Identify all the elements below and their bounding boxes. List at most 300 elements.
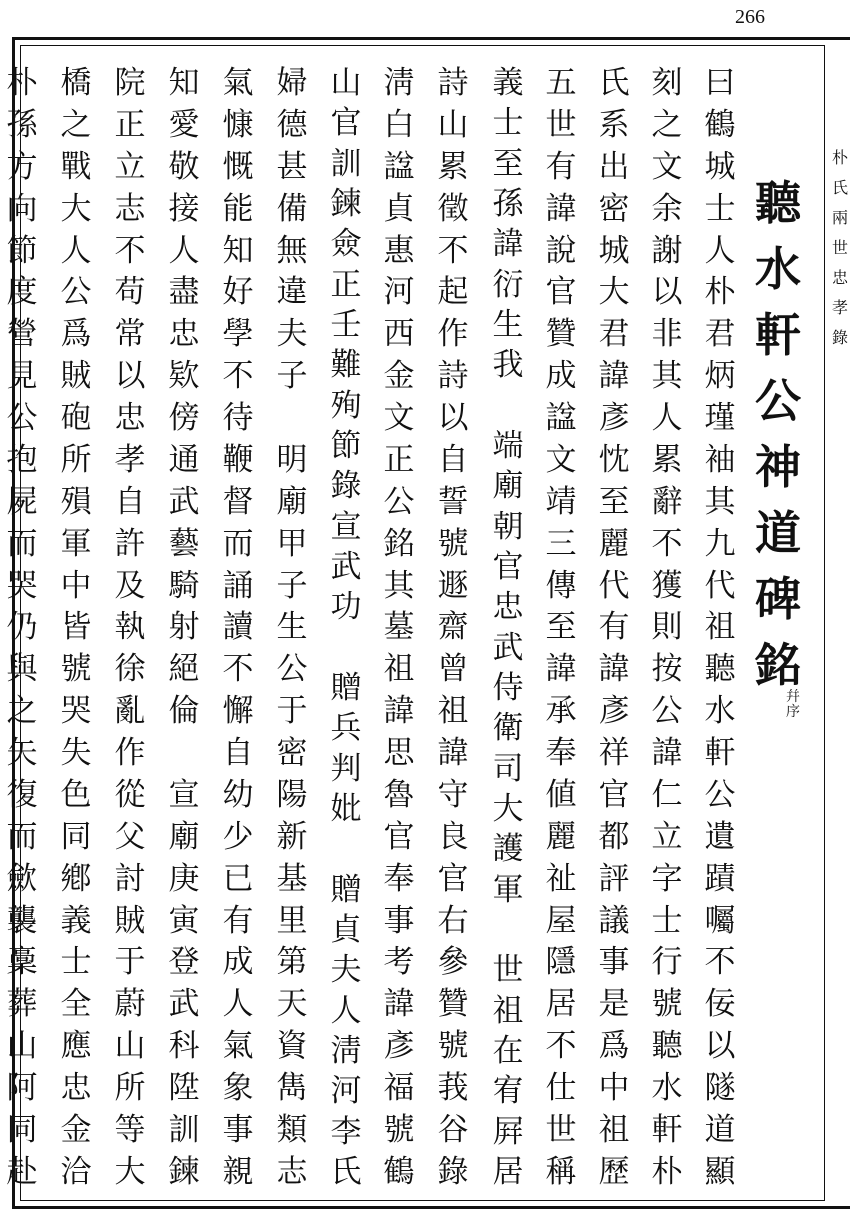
text-char: 刻: [651, 65, 683, 101]
text-char: 志: [114, 190, 146, 227]
text-char: 氏: [330, 1153, 362, 1190]
text-char: 生: [276, 609, 308, 646]
text-column: [322, 65, 370, 1190]
text-char: 彥: [383, 1028, 415, 1065]
text-column: [484, 65, 532, 1190]
text-char: 墓: [383, 609, 415, 646]
text-char: 判: [330, 750, 362, 787]
text-char: 銘: [383, 525, 415, 562]
text-char: 壬: [330, 306, 362, 343]
text-char: 幼: [222, 776, 254, 813]
text-char: 學: [222, 316, 254, 353]
text-char: 朴: [704, 274, 736, 311]
text-char: 世: [492, 952, 524, 989]
text-char: 囑: [704, 902, 736, 939]
text-char: 自: [437, 441, 469, 478]
text-char: 執: [114, 609, 146, 646]
text-char: 宥: [492, 1073, 524, 1110]
text-char: 密: [276, 735, 308, 771]
text-char: 以: [114, 358, 146, 395]
text-char: 屋: [545, 902, 577, 939]
text-char: 人: [330, 992, 362, 1029]
text-column: [429, 65, 477, 1190]
text-char: 武: [330, 548, 362, 585]
text-char: 藝: [168, 525, 200, 562]
side-strip-char: 朴: [831, 148, 848, 167]
text-char: 基: [276, 860, 308, 897]
text-char: 兵: [330, 710, 362, 747]
text-char: 城: [598, 232, 630, 269]
text-char: 懈: [222, 693, 254, 730]
text-char: 字: [651, 860, 683, 897]
text-char: 鍊: [330, 185, 362, 222]
text-char: 聽: [651, 1028, 683, 1065]
side-strip-char: 氏: [831, 178, 848, 197]
text-char: 而: [222, 525, 254, 562]
text-char: 山: [437, 106, 469, 143]
text-char: 忱: [598, 441, 630, 478]
text-char: 公: [276, 651, 308, 688]
text-char: 淸: [330, 1032, 362, 1069]
text-char: 諱: [545, 651, 577, 688]
text-char: 武: [168, 483, 200, 520]
text-char: 功: [330, 589, 362, 626]
text-char: 端: [492, 427, 524, 464]
text-char: 院: [114, 65, 146, 101]
text-char: 自: [114, 483, 146, 520]
text-char: 詩: [437, 358, 469, 395]
text-char: 遺: [704, 818, 736, 855]
text-char: 賊: [114, 902, 146, 939]
text-char: 思: [383, 735, 415, 771]
text-char: 事: [383, 902, 415, 939]
text-char: 不: [437, 232, 469, 269]
text-char: 麗: [598, 525, 630, 562]
text-char: 水: [651, 1070, 683, 1106]
text-char: 朴: [651, 1153, 683, 1190]
text-char: 子: [276, 358, 308, 395]
text-char: 行: [651, 944, 683, 981]
text-column: [590, 65, 638, 1190]
text-char: 里: [276, 902, 308, 939]
side-strip-char: 世: [831, 238, 848, 257]
text-char: 節: [330, 427, 362, 464]
text-char: 有: [222, 902, 254, 939]
text-char: 知: [168, 65, 200, 101]
title-char: 神: [755, 440, 801, 494]
text-char: 于: [276, 693, 308, 730]
text-char: 而: [6, 818, 38, 855]
text-char: 人: [222, 986, 254, 1023]
text-char: 城: [704, 148, 736, 185]
text-column: [0, 65, 46, 1190]
text-char: 聽: [704, 651, 736, 688]
text-char: 作: [437, 316, 469, 353]
text-char: 歷: [598, 1153, 630, 1190]
text-char: 葬: [6, 986, 38, 1023]
text-char: 督: [222, 483, 254, 520]
text-char: 錄: [330, 468, 362, 505]
text-char: 廟: [276, 483, 308, 520]
text-char: 文: [545, 441, 577, 478]
text-char: 官: [383, 818, 415, 855]
text-char: 官: [598, 776, 630, 813]
text-char: 至: [598, 483, 630, 520]
text-char: 非: [651, 316, 683, 353]
side-strip-char: 兩: [831, 208, 848, 227]
text-char: 傳: [545, 567, 577, 604]
text-char: 鶴: [704, 106, 736, 143]
text-char: 雋: [276, 1070, 308, 1106]
text-char: 正: [330, 266, 362, 303]
text-char: 武: [492, 629, 524, 666]
text-char: 庚: [168, 860, 200, 897]
text-column: [52, 65, 100, 1190]
text-char: 惠: [383, 232, 415, 269]
text-char: 谷: [437, 1111, 469, 1148]
text-char: 祖: [704, 609, 736, 646]
text-char: 金: [60, 1111, 92, 1148]
text-char: 孫: [6, 106, 38, 143]
text-char: 大: [114, 1153, 146, 1190]
text-char: 孝: [114, 441, 146, 478]
text-char: 陽: [276, 776, 308, 813]
text-char: 欵: [168, 358, 200, 395]
text-char: 少: [222, 818, 254, 855]
text-char: 祖: [383, 651, 415, 688]
text-char: 等: [114, 1111, 146, 1148]
text-char: 登: [168, 944, 200, 981]
text-column: [214, 65, 262, 1190]
text-char: 有: [545, 148, 577, 185]
text-char: 値: [545, 776, 577, 813]
text-char: 彥: [598, 693, 630, 730]
text-char: 諡: [383, 148, 415, 185]
text-char: 贈: [330, 669, 362, 706]
text-char: 軒: [651, 1111, 683, 1148]
text-char: 事: [222, 1111, 254, 1148]
text-char: 正: [383, 441, 415, 478]
text-char: 公: [6, 400, 38, 436]
text-char: 夫: [330, 952, 362, 989]
text-char: 諱: [437, 735, 469, 771]
text-char: 許: [114, 525, 146, 562]
text-char: 奉: [383, 860, 415, 897]
text-char: 殉: [330, 387, 362, 424]
text-char: 親: [222, 1153, 254, 1190]
text-char: 水: [704, 693, 736, 730]
text-char: 待: [222, 400, 254, 436]
title-char: 銘: [755, 638, 801, 692]
text-char: 所: [60, 441, 92, 478]
text-char: 敬: [168, 148, 200, 185]
text-char: 獲: [651, 567, 683, 604]
title-note-char: 幷: [786, 689, 800, 705]
text-char: 公: [704, 776, 736, 813]
text-char: 衍: [492, 266, 524, 303]
text-char: 山: [114, 1028, 146, 1065]
text-char: 稾: [6, 944, 38, 981]
text-char: 騎: [168, 567, 200, 604]
text-char: 諱: [598, 651, 630, 688]
text-char: 人: [704, 232, 736, 269]
text-char: 作: [114, 735, 146, 771]
text-char: 訓: [168, 1111, 200, 1148]
text-char: 祥: [598, 735, 630, 771]
text-char: 徐: [114, 651, 146, 688]
text-char: 寅: [168, 902, 200, 939]
text-char: 節: [6, 232, 38, 269]
text-char: 河: [383, 274, 415, 311]
text-char: 其: [383, 567, 415, 604]
text-char: 殞: [60, 483, 92, 520]
text-char: 事: [598, 944, 630, 981]
text-char: 出: [598, 148, 630, 185]
text-char: 密: [598, 190, 630, 227]
side-strip-char: 錄: [831, 328, 848, 347]
title-char: 碑: [755, 572, 801, 626]
text-char: 士: [60, 944, 92, 981]
text-char: 爲: [60, 316, 92, 353]
text-char: 居: [545, 986, 577, 1023]
text-char: 貞: [330, 911, 362, 948]
text-char: 右: [437, 902, 469, 939]
text-char: 應: [60, 1028, 92, 1065]
text-char: 其: [704, 483, 736, 520]
text-char: 炳: [704, 358, 736, 395]
text-char: 天: [276, 986, 308, 1023]
text-char: 諱: [651, 735, 683, 771]
text-char: 我: [492, 347, 524, 384]
text-char: 不: [114, 232, 146, 269]
text-char: 大: [598, 274, 630, 311]
text-char: 復: [6, 776, 38, 813]
text-char: 官: [492, 548, 524, 585]
text-char: 則: [651, 609, 683, 646]
text-char: 鞭: [222, 441, 254, 478]
text-char: 世: [545, 1111, 577, 1148]
text-char: 宣: [330, 508, 362, 545]
text-char: 妣: [330, 790, 362, 827]
text-char: 詩: [437, 65, 469, 101]
text-char: 廟: [168, 818, 200, 855]
text-char: 立: [114, 148, 146, 185]
text-char: 同: [6, 1111, 38, 1148]
text-char: 立: [651, 818, 683, 855]
text-char: 佞: [704, 986, 736, 1023]
text-char: 道: [704, 1111, 736, 1148]
text-char: 自: [222, 735, 254, 771]
text-char: 祖: [598, 1111, 630, 1148]
text-char: 號: [60, 651, 92, 688]
text-char: 議: [598, 902, 630, 939]
text-char: 評: [598, 860, 630, 897]
text-char: 士: [492, 105, 524, 142]
text-char: 大: [60, 190, 92, 227]
text-char: 官: [330, 105, 362, 142]
text-char: 甲: [276, 525, 308, 562]
side-strip-char: 忠: [831, 268, 848, 287]
text-char: 山: [6, 1028, 38, 1065]
side-strip-char: 孝: [831, 298, 848, 317]
text-column: [106, 65, 154, 1190]
text-char: 號: [437, 1028, 469, 1065]
text-column: [643, 65, 691, 1190]
text-char: 司: [492, 750, 524, 787]
text-char: 見: [6, 358, 38, 395]
text-char: 君: [704, 316, 736, 353]
text-char: 莪: [437, 1070, 469, 1106]
text-char: 盡: [168, 274, 200, 311]
text-char: 號: [383, 1111, 415, 1148]
text-char: 山: [330, 65, 362, 101]
text-char: 洽: [60, 1153, 92, 1190]
text-char: 赴: [6, 1153, 38, 1190]
text-char: 氣: [222, 1028, 254, 1065]
text-char: 諱: [383, 693, 415, 730]
text-char: 鄕: [60, 860, 92, 897]
text-char: 淸: [383, 65, 415, 101]
text-char: 討: [114, 860, 146, 897]
title-char: 軒: [755, 308, 801, 362]
text-char: 義: [60, 902, 92, 939]
text-char: 成: [222, 944, 254, 981]
text-char: 婦: [276, 65, 308, 101]
text-char: 謝: [651, 232, 683, 269]
text-char: 顯: [704, 1153, 736, 1190]
text-char: 違: [276, 274, 308, 311]
text-char: 哭: [60, 693, 92, 730]
text-char: 及: [114, 567, 146, 604]
text-char: 橋: [60, 65, 92, 101]
text-char: 皆: [60, 609, 92, 646]
text-char: 備: [276, 190, 308, 227]
text-char: 護: [492, 831, 524, 868]
text-char: 朝: [492, 508, 524, 545]
text-char: 軒: [704, 735, 736, 771]
text-char: 已: [222, 860, 254, 897]
text-char: 孫: [492, 185, 524, 222]
text-char: 營: [6, 316, 38, 353]
text-char: 正: [114, 106, 146, 143]
text-char: 夫: [276, 316, 308, 353]
text-char: 良: [437, 818, 469, 855]
title-char: 水: [755, 242, 801, 296]
text-char: 貞: [383, 190, 415, 227]
text-char: 陞: [168, 1070, 200, 1106]
text-char: 屍: [6, 483, 38, 520]
text-char: 九: [704, 525, 736, 562]
text-char: 不: [222, 651, 254, 688]
text-char: 祖: [492, 992, 524, 1029]
text-char: 義: [492, 65, 524, 101]
text-char: 向: [6, 190, 38, 227]
text-char: 忠: [60, 1070, 92, 1106]
text-char: 無: [276, 232, 308, 269]
text-char: 軍: [492, 871, 524, 908]
text-char: 類: [276, 1111, 308, 1148]
text-char: 奉: [545, 735, 577, 771]
text-char: 戰: [60, 148, 92, 185]
text-char: 明: [276, 441, 308, 478]
text-char: 矢: [6, 735, 38, 771]
text-char: 通: [168, 441, 200, 478]
text-char: 廟: [492, 468, 524, 505]
text-char: 武: [168, 986, 200, 1023]
text-char: 衛: [492, 710, 524, 747]
text-char: 人: [651, 400, 683, 436]
text-char: 之: [6, 693, 38, 730]
text-char: 能: [222, 190, 254, 227]
text-char: 余: [651, 190, 683, 227]
text-char: 錄: [437, 1153, 469, 1190]
text-char: 曾: [437, 651, 469, 688]
text-char: 公: [383, 483, 415, 520]
text-char: 忠: [492, 589, 524, 626]
text-char: 生: [492, 306, 524, 343]
text-char: 以: [704, 1028, 736, 1065]
text-char: 世: [545, 106, 577, 143]
text-column: [696, 65, 744, 1190]
text-char: 之: [651, 106, 683, 143]
text-char: 三: [545, 525, 577, 562]
text-char: 稱: [545, 1153, 577, 1190]
text-char: 公: [651, 693, 683, 730]
text-char: 失: [60, 735, 92, 771]
text-char: 白: [383, 106, 415, 143]
page-number: 266: [735, 6, 765, 28]
text-char: 號: [437, 525, 469, 562]
text-char: 忠: [168, 316, 200, 353]
text-char: 愛: [168, 106, 200, 143]
text-char: 成: [545, 358, 577, 395]
text-char: 僉: [330, 226, 362, 263]
text-char: 隧: [704, 1070, 736, 1106]
text-char: 甚: [276, 148, 308, 185]
text-char: 居: [492, 1153, 524, 1190]
text-char: 按: [651, 651, 683, 688]
text-char: 曰: [704, 65, 736, 101]
text-column: [160, 65, 208, 1190]
text-char: 至: [545, 609, 577, 646]
text-char: 在: [492, 1032, 524, 1069]
text-char: 諱: [383, 986, 415, 1023]
text-char: 贊: [545, 316, 577, 353]
text-char: 齋: [437, 609, 469, 646]
text-char: 士: [704, 190, 736, 227]
text-char: 承: [545, 693, 577, 730]
text-char: 至: [492, 145, 524, 182]
text-char: 不: [704, 944, 736, 981]
text-char: 福: [383, 1070, 415, 1106]
text-char: 號: [651, 986, 683, 1023]
text-char: 鶴: [383, 1153, 415, 1190]
text-char: 不: [651, 525, 683, 562]
text-char: 以: [437, 400, 469, 436]
text-char: 資: [276, 1028, 308, 1065]
text-char: 士: [651, 902, 683, 939]
text-char: 參: [437, 944, 469, 981]
text-char: 諱: [492, 226, 524, 263]
text-char: 與: [6, 651, 38, 688]
text-char: 起: [437, 274, 469, 311]
text-char: 其: [651, 358, 683, 395]
text-char: 守: [437, 776, 469, 813]
text-char: 接: [168, 190, 200, 227]
text-char: 代: [704, 567, 736, 604]
text-char: 哭: [6, 567, 38, 604]
text-char: 父: [114, 818, 146, 855]
